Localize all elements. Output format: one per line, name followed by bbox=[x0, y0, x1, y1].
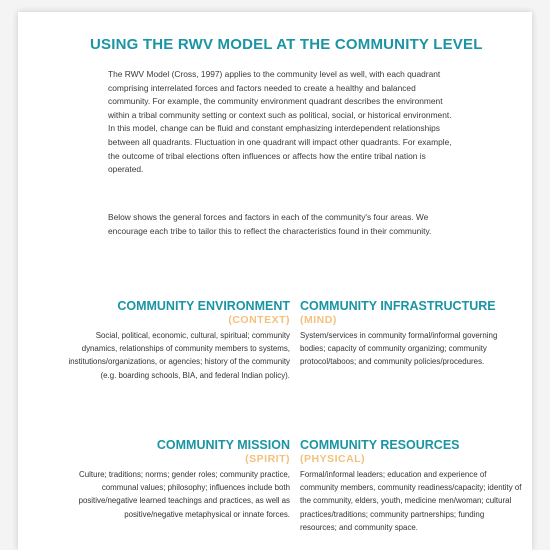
quadrant-environment bbox=[68, 299, 290, 382]
quadrant-title: COMMUNITY INFRASTRUCTURE bbox=[300, 299, 496, 313]
quadrant-text: System/services in community formal/informal governing bodies; capacity of community organizing; community protocol/taboos; and community policies/procedures. bbox=[300, 331, 498, 367]
document-page bbox=[18, 12, 532, 550]
quadrant-subtitle: (SPIRIT) bbox=[245, 453, 290, 465]
quadrant-subtitle: (CONTEXT) bbox=[228, 314, 290, 326]
quadrant-text: Social, political, economic, cultural, spiritual; community dynamics, relationships of community members to systems, institutions/organizations, or agencies; history of the community (e.g. boarding schools, BIA, and federal Indian policy). bbox=[68, 331, 290, 380]
quadrant-subtitle: (PHYSICAL) bbox=[300, 453, 366, 465]
quadrant-mission bbox=[68, 438, 290, 521]
quadrant-text: Formal/informal leaders; education and experience of community members, community readiness/capacity; identity of the community, elders, youth, medicine men/woman; cultural practices/traditions; community partnerships; funding resources; and community space. bbox=[300, 470, 522, 532]
page-heading: USING THE RWV MODEL AT THE COMMUNITY LEVEL bbox=[90, 36, 483, 53]
quadrant-subtitle: (MIND) bbox=[300, 314, 337, 326]
quadrant-text: Culture; traditions; norms; gender roles; community practice, communal values; philosophy; influences include both positive/negative learned teachings and practices, as well as positive/negative metaphysical or innate forces. bbox=[78, 470, 290, 519]
quadrant-title: COMMUNITY MISSION bbox=[156, 438, 290, 452]
quadrant-title: COMMUNITY ENVIRONMENT bbox=[117, 299, 290, 313]
quadrant-infrastructure bbox=[300, 299, 522, 369]
summary-paragraph: Below shows the general forces and factors in each of the community's four areas. We encourage each tribe to tailor this to reflect the characteristics found in their community. bbox=[108, 212, 432, 236]
intro-paragraph: The RWV Model (Cross, 1997) applies to the community level as well, with each quadrant comprising interrelated forces and factors needed to create a healthy and balanced community. For example, the community environment quadrant describes the environment within a tribal community setting or context such as political, social, or historical environment. In this model, change can be fluid and constant emphasizing interdependent relationships between all quadrants. Fluctuation in one quadrant will impact other quadrants. For example, the outcome of tribal elections often influences or affects how the entire tribal nation is operated. bbox=[108, 69, 452, 175]
quadrant-title: COMMUNITY RESOURCES bbox=[300, 438, 460, 452]
quadrant-resources bbox=[300, 438, 522, 534]
